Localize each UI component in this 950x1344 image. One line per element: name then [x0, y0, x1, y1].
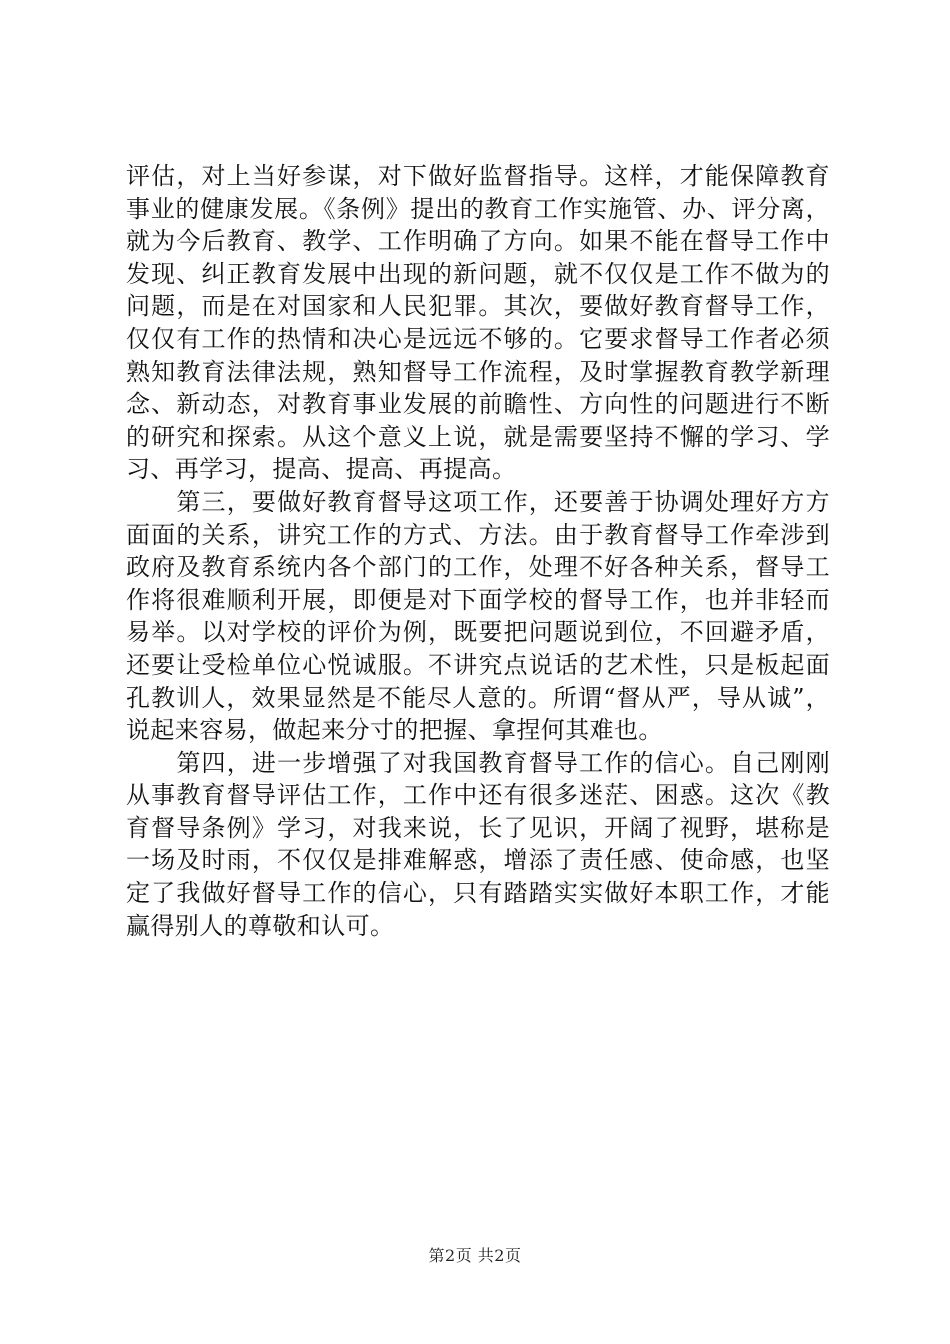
paragraph-3: 第四，进一步增强了对我国教育督导工作的信心。自己刚刚从事教育督导评估工作，工作中还有很多迷茫、困惑。这次《教育督导条例》学习，对我来说，长了见识，开阔了视野，堪称是一场及时雨，不仅仅是排难解惑，增添了责任感、使命感，也坚定了我做好督导工作的信心，只有踏踏实实做好本职工作，才能赢得别人的尊敬和认可。 — [126, 748, 830, 940]
page-footer: 第2页 共2页 — [428, 1246, 522, 1265]
paragraph-2: 第三，要做好教育督导这项工作，还要善于协调处理好方方面面的关系，讲究工作的方式、方法。由于教育督导工作牵涉到政府及教育系统内各个部门的工作，处理不好各种关系，督导工作将很难顺利开展，即便是对下面学校的督导工作，也并非轻而易举。以对学校的评价为例，既要把问题说到位，不回避矛盾，还要让受检单位心悦诚服。不讲究点说话的艺术性，只是板起面孔教训人，效果显然是不能尽人意的。所谓“督从严，导从诚”，说起来容易，做起来分寸的把握、拿捏何其难也。 — [126, 487, 830, 745]
document-body — [126, 160, 830, 942]
paragraph-1: 评估，对上当好参谋，对下做好监督指导。这样，才能保障教育事业的健康发展。《条例》提出的教育工作实施管、办、评分离，就为今后教育、教学、工作明确了方向。如果不能在督导工作中发现、纠正教育发展中出现的新问题，就不仅仅是工作不做为的问题，而是在对国家和人民犯罪。其次，要做好教育督导工作，仅仅有工作的热情和决心是远远不够的。它要求督导工作者必须熟知教育法律法规，熟知督导工作流程，及时掌握教育教学新理念、新动态，对教育事业发展的前瞻性、方向性的问题进行不断的研究和探索。从这个意义上说，就是需要坚持不懈的学习、学习、再学习，提高、提高、再提高。 — [126, 162, 830, 484]
